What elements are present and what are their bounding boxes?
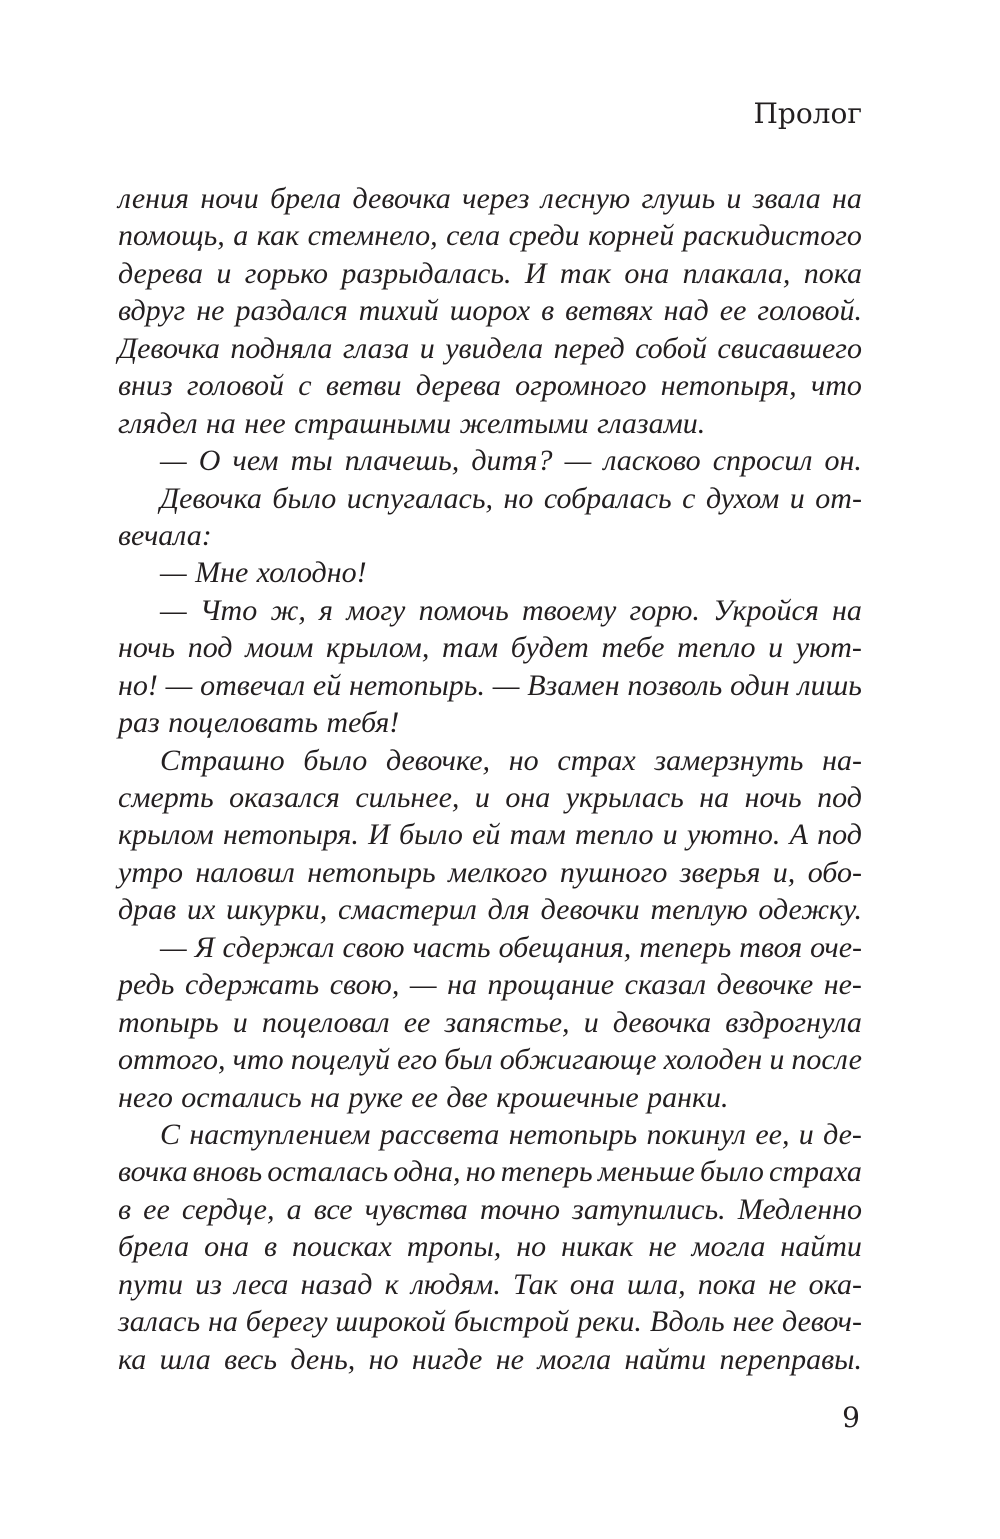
body-text xyxy=(118,180,862,1378)
text-line: ночь под моим крылом, там будет тебе тепло и уют- xyxy=(118,631,862,665)
text-line: оттого, что поцелуй его был обжигающе холоден и после xyxy=(118,1043,862,1077)
text-line: утро наловил нетопырь мелкого пушного зверья и, обо- xyxy=(118,855,862,889)
text-line: — Я сдержал свою часть обещания, теперь твоя оче- xyxy=(160,930,862,964)
text-line: брела она в поисках тропы, но никак не могла найти xyxy=(118,1230,862,1264)
text-line: вочка вновь осталась одна, но теперь меньше было страха xyxy=(118,1155,862,1189)
text-line: в ее сердце, а все чувства точно затупились. Медленно xyxy=(118,1192,862,1226)
text-line: дерева и горько разрыдалась. И так она плакала, пока xyxy=(118,256,862,290)
text-line: вдруг не раздался тихий шорох в ветвях над ее головой. xyxy=(118,294,862,328)
text-line: — Мне холодно! xyxy=(160,556,367,590)
text-line: Девочка подняла глаза и увидела перед собой свисавшего xyxy=(118,331,862,365)
text-line: раз поцеловать тебя! xyxy=(118,706,400,740)
text-line: драв их шкурки, смастерил для девочки теплую одежку. xyxy=(118,893,862,927)
text-line: топырь и поцеловал ее запястье, и девочка вздрогнула xyxy=(118,1005,862,1039)
text-line: крылом нетопыря. И было ей там тепло и уютно. А под xyxy=(118,818,862,852)
text-line: Страшно было девочке, но страх замерзнуть на- xyxy=(160,743,862,777)
page-number: 9 xyxy=(842,1401,860,1434)
text-line: залась на берегу широкой быстрой реки. Вдоль нее девоч- xyxy=(118,1305,862,1339)
text-line: глядел на нее страшными желтыми глазами. xyxy=(118,406,706,440)
text-line: помощь, а как стемнело, села среди корней раскидистого xyxy=(118,219,862,253)
text-line: смерть оказался сильнее, и она укрылась на ночь под xyxy=(118,781,862,814)
text-line: ления ночи брела девочка через лесную глушь и звала на xyxy=(118,182,862,215)
text-line: вечала: xyxy=(118,518,212,552)
text-line: С наступлением рассвета нетопырь покинул ее, и де- xyxy=(160,1117,862,1151)
text-line: Девочка было испугалась, но собралась с духом и от- xyxy=(160,481,862,515)
text-line: — О чем ты плачешь, дитя? — ласково спросил он. xyxy=(160,444,862,478)
text-line: пути из леса назад к людям. Так она шла, пока не ока- xyxy=(118,1267,862,1301)
running-head: Пролог xyxy=(753,97,862,130)
text-line: — Что ж, я могу помочь твоему горю. Укройся на xyxy=(160,593,862,627)
text-line: но! — отвечал ей нетопырь. — Взамен позволь один лишь xyxy=(118,668,862,702)
text-line: него остались на руке ее две крошечные ранки. xyxy=(118,1080,729,1114)
text-line: вниз головой с ветви дерева огромного нетопыря, что xyxy=(118,369,862,403)
text-line: ка шла весь день, но нигде не могла найти переправы. xyxy=(118,1342,862,1376)
text-line: редь сдержать свою, — на прощание сказал девочке не- xyxy=(118,968,862,1002)
